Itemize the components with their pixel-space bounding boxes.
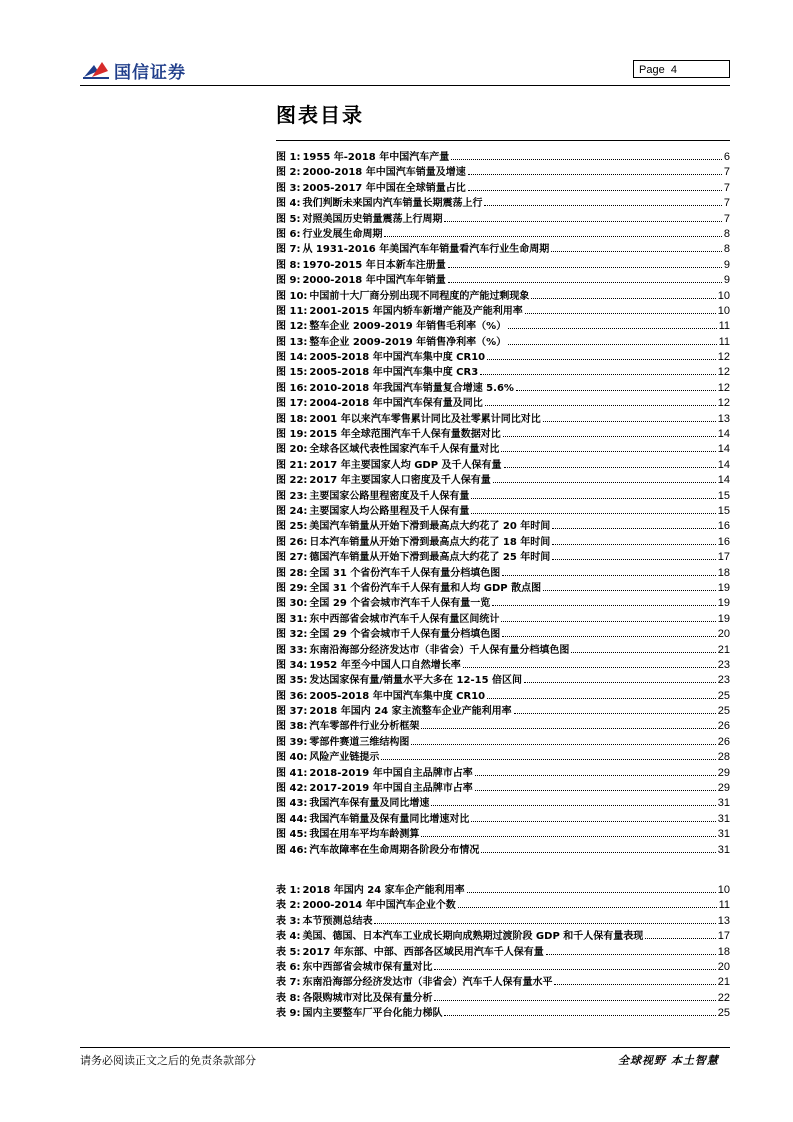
entry-label: 图 42: [276, 783, 308, 795]
entry-label: 图 4: [276, 198, 301, 210]
figure-entry[interactable] [276, 673, 730, 688]
figure-entry[interactable] [276, 735, 730, 750]
entry-label: 图 38: [276, 721, 308, 733]
entry-page-number: 19 [717, 597, 730, 610]
entry-title: 全国 29 个省会城市汽车千人保有量一览 [309, 598, 491, 610]
entry-label: 表 3: [276, 915, 301, 927]
entry-page-number: 28 [717, 751, 730, 764]
figure-entry[interactable] [276, 289, 730, 304]
entry-label: 图 34: [276, 659, 308, 671]
dot-leader [431, 804, 715, 806]
entry-title: 整车企业 2009-2019 年销售毛利率（%） [309, 321, 507, 333]
entry-label: 图 33: [276, 644, 308, 656]
entry-label: 图 24: [276, 505, 308, 517]
dot-leader [463, 666, 716, 668]
table-list [276, 883, 730, 1022]
entry-page-number: 8 [723, 227, 730, 240]
entry-label: 图 41: [276, 767, 308, 779]
entry-label: 图 35: [276, 675, 308, 687]
entry-label: 图 40: [276, 752, 308, 764]
entry-label: 图 14: [276, 352, 308, 364]
entry-page-number: 16 [717, 520, 730, 533]
entry-page-number: 13 [717, 914, 730, 927]
dot-leader [502, 635, 715, 637]
entry-label: 图 46: [276, 844, 308, 856]
entry-page-number: 7 [723, 181, 730, 194]
figure-entry[interactable] [276, 566, 730, 581]
entry-title: 主要国家人均公路里程及千人保有量 [309, 505, 470, 517]
entry-label: 图 25: [276, 521, 308, 533]
figure-entry[interactable] [276, 719, 730, 734]
figure-entry[interactable] [276, 458, 730, 473]
footer-slogan: 全球视野 本土智慧 [618, 1054, 719, 1067]
entry-page-number: 14 [717, 474, 730, 487]
entry-label: 图 10: [276, 290, 308, 302]
dot-leader [501, 450, 715, 452]
entry-title: 日本汽车销量从开始下滑到最高点大约花了 18 年时间 [309, 536, 551, 548]
entry-title: 发达国家保有量/销量水平大多在 12-15 倍区间 [309, 675, 523, 687]
entry-title: 2017 年东部、中部、西部各区域民用汽车千人保有量 [302, 946, 544, 958]
entry-title: 1955 年-2018 年中国汽车产量 [302, 152, 450, 163]
entry-title: 从 1931-2016 年美国汽车年销量看汽车行业生命周期 [302, 244, 550, 256]
entry-page-number: 26 [717, 735, 730, 748]
figure-entry[interactable] [276, 535, 730, 550]
dot-leader [480, 373, 716, 375]
page-number: 4 [670, 64, 677, 76]
dot-leader [551, 250, 722, 252]
entry-page-number: 15 [717, 489, 730, 502]
figure-entry[interactable] [276, 812, 730, 827]
entry-label: 图 15: [276, 367, 308, 379]
table-entry[interactable] [276, 975, 730, 990]
figure-entry[interactable] [276, 381, 730, 396]
entry-page-number: 19 [717, 581, 730, 594]
page-indicator [633, 60, 730, 78]
figure-entry[interactable] [276, 612, 730, 627]
entry-page-number: 25 [717, 1007, 730, 1020]
entry-title: 2010-2018 年我国汽车销量复合增速 5.6% [309, 382, 514, 394]
entry-page-number: 23 [717, 658, 730, 671]
dot-leader [475, 789, 716, 791]
figure-entry[interactable] [276, 181, 730, 196]
entry-title: 全球各区域代表性国家汽车千人保有量对比 [309, 444, 500, 456]
table-entry[interactable] [276, 883, 730, 898]
entry-page-number: 9 [723, 274, 730, 287]
dot-leader [487, 697, 716, 699]
figure-entry[interactable] [276, 704, 730, 719]
entry-title: 2017 年主要国家人均 GDP 及千人保有量 [309, 459, 502, 471]
entry-title: 德国汽车销量从开始下滑到最高点大约花了 25 年时间 [309, 552, 551, 564]
entry-page-number: 14 [717, 443, 730, 456]
dot-leader [421, 835, 715, 837]
entry-label: 图 3: [276, 182, 301, 194]
dot-leader [411, 743, 715, 745]
entry-page-number: 10 [717, 289, 730, 302]
dot-leader [552, 543, 715, 545]
dot-leader [458, 906, 717, 908]
entry-title: 2005-2017 年中国在全球销量占比 [302, 182, 466, 194]
dot-leader [503, 435, 716, 437]
figure-entry[interactable] [276, 350, 730, 365]
entry-page-number: 29 [717, 766, 730, 779]
entry-label: 图 22: [276, 475, 308, 487]
dot-leader [448, 266, 722, 268]
dot-leader [546, 953, 716, 955]
entry-page-number: 25 [717, 689, 730, 702]
entry-title: 汽车故障率在生命周期各阶段分布情况 [309, 844, 480, 856]
entry-title: 2018 年国内 24 家主流整车企业产能利用率 [309, 706, 512, 718]
entry-page-number: 31 [717, 828, 730, 841]
entry-title: 全国 31 个省份汽车千人保有量分档填色图 [309, 567, 501, 579]
entry-label: 图 27: [276, 552, 308, 564]
entry-page-number: 31 [717, 812, 730, 825]
entry-page-number: 20 [717, 628, 730, 641]
entry-page-number: 18 [717, 945, 730, 958]
entry-page-number: 26 [717, 720, 730, 733]
entry-label: 图 2: [276, 167, 301, 179]
dot-leader [508, 327, 716, 329]
entry-title: 美国汽车销量从开始下滑到最高点大约花了 20 年时间 [309, 521, 551, 533]
entry-label: 图 31: [276, 613, 308, 625]
entry-title: 我国汽车保有量及同比增速 [309, 798, 430, 810]
figure-entry[interactable] [276, 766, 730, 781]
figure-entry[interactable] [276, 165, 730, 180]
figure-entry[interactable] [276, 827, 730, 842]
dot-leader [487, 358, 716, 360]
figure-entry[interactable] [276, 427, 730, 442]
entry-title: 2005-2018 年中国汽车集中度 CR10 [309, 690, 486, 702]
figure-entry[interactable] [276, 442, 730, 457]
entry-title: 2018 年国内 24 家车企产能利用率 [302, 885, 465, 896]
entry-label: 图 45: [276, 829, 308, 841]
entry-label: 表 4: [276, 931, 301, 943]
entry-page-number: 15 [717, 504, 730, 517]
entry-title: 风险产业链提示 [309, 752, 380, 764]
entry-title: 整车企业 2009-2019 年销售净利率（%） [309, 336, 507, 348]
figure-entry[interactable] [276, 242, 730, 257]
table-entry[interactable] [276, 929, 730, 944]
entry-label: 图 18: [276, 413, 308, 425]
entry-label: 图 26: [276, 536, 308, 548]
entry-page-number: 21 [717, 643, 730, 656]
figure-entry[interactable] [276, 796, 730, 811]
entry-title: 国内主要整车厂平台化能力梯队 [302, 1008, 443, 1020]
dot-leader [552, 558, 715, 560]
entry-label: 图 13: [276, 336, 308, 348]
entry-title: 2005-2018 年中国汽车集中度 CR10 [309, 352, 486, 364]
entry-page-number: 20 [717, 960, 730, 973]
entry-title: 2018-2019 年中国自主品牌市占率 [309, 767, 473, 779]
entry-label: 图 7: [276, 244, 301, 256]
figure-entry[interactable] [276, 412, 730, 427]
page-title: 图表目录 [276, 103, 364, 127]
entry-label: 图 28: [276, 567, 308, 579]
entry-label: 图 12: [276, 321, 308, 333]
entry-label: 图 29: [276, 582, 308, 594]
entry-label: 表 9: [276, 1008, 301, 1020]
figure-entry[interactable] [276, 258, 730, 273]
dot-leader [468, 189, 722, 191]
entry-title: 东南沿海部分经济发达市（非省会）千人保有量分档填色图 [309, 644, 570, 656]
dot-leader [552, 527, 715, 529]
entry-page-number: 23 [717, 674, 730, 687]
entry-label: 图 37: [276, 706, 308, 718]
entry-title: 我们判断未来国内汽车销量长期震荡上行 [302, 198, 483, 210]
entry-label: 图 30: [276, 598, 308, 610]
table-entry[interactable] [276, 898, 730, 913]
entry-page-number: 7 [723, 166, 730, 179]
figure-entry[interactable] [276, 319, 730, 334]
table-entry[interactable] [276, 991, 730, 1006]
dot-leader [448, 281, 722, 283]
figure-entry[interactable] [276, 519, 730, 534]
entry-label: 图 9: [276, 275, 301, 287]
header-divider [80, 85, 730, 86]
figure-entry[interactable] [276, 150, 730, 165]
entry-title: 全国 31 个省份汽车千人保有量和人均 GDP 散点图 [309, 582, 542, 594]
entry-label: 图 44: [276, 813, 308, 825]
toc-top-divider [276, 140, 730, 141]
entry-title: 2001 年以来汽车零售累计同比及社零累计同比对比 [309, 413, 541, 425]
table-entry[interactable] [276, 960, 730, 975]
entry-title: 2000-2018 年中国汽车销量及增速 [302, 167, 466, 179]
dot-leader [471, 497, 715, 499]
entry-label: 表 2: [276, 900, 301, 912]
entry-title: 对照美国历史销量震荡上行周期 [302, 213, 443, 225]
dot-leader [543, 589, 716, 591]
table-entry[interactable] [276, 945, 730, 960]
dot-leader [434, 999, 715, 1001]
entry-title: 1952 年至今中国人口自然增长率 [309, 659, 461, 671]
entry-label: 表 1: [276, 885, 301, 896]
entry-title: 2017 年主要国家人口密度及千人保有量 [309, 475, 491, 487]
entry-page-number: 11 [718, 899, 730, 912]
brand-name: 国信证券 [114, 62, 186, 83]
entry-page-number: 31 [717, 843, 730, 856]
entry-page-number: 6 [723, 151, 730, 163]
figure-entry[interactable] [276, 335, 730, 350]
entry-page-number: 7 [723, 212, 730, 225]
dot-leader [467, 891, 716, 893]
entry-page-number: 12 [717, 397, 730, 410]
entry-label: 表 7: [276, 977, 301, 989]
entry-label: 图 11: [276, 305, 308, 317]
dot-leader [501, 620, 715, 622]
dot-leader [444, 1014, 715, 1016]
figure-entry[interactable] [276, 212, 730, 227]
dot-leader [525, 312, 716, 314]
entry-page-number: 29 [717, 782, 730, 795]
entry-title: 2015 年全球范围汽车千人保有量数据对比 [309, 429, 501, 441]
figure-entry[interactable] [276, 643, 730, 658]
entry-title: 主要国家公路里程密度及千人保有量 [309, 490, 470, 502]
dot-leader [504, 466, 716, 468]
figure-entry[interactable] [276, 304, 730, 319]
dot-leader [554, 983, 715, 985]
dot-leader [471, 820, 715, 822]
figure-entry[interactable] [276, 396, 730, 411]
entry-page-number: 10 [717, 884, 730, 896]
figure-entry[interactable] [276, 365, 730, 380]
entry-title: 2000-2018 年中国汽车年销量 [302, 275, 446, 287]
entry-page-number: 8 [723, 243, 730, 256]
entry-page-number: 11 [718, 335, 730, 348]
entry-page-number: 22 [717, 991, 730, 1004]
entry-title: 我国在用车平均车龄测算 [309, 829, 420, 841]
entry-label: 图 20: [276, 444, 308, 456]
dot-leader [484, 204, 721, 206]
figure-entry[interactable] [276, 473, 730, 488]
entry-page-number: 12 [717, 381, 730, 394]
entry-title: 2005-2018 年中国汽车集中度 CR3 [309, 367, 479, 379]
entry-page-number: 12 [717, 351, 730, 364]
entry-label: 图 32: [276, 629, 308, 641]
entry-label: 图 19: [276, 429, 308, 441]
dot-leader [571, 651, 715, 653]
entry-page-number: 11 [718, 320, 730, 333]
entry-title: 汽车零部件行业分析框架 [309, 721, 420, 733]
entry-title: 2001-2015 年国内轿车新增产能及产能利用率 [309, 305, 523, 317]
dot-leader [471, 512, 715, 514]
entry-page-number: 17 [717, 930, 730, 943]
company-logo [82, 58, 186, 82]
entry-title: 2000-2014 年中国汽车企业个数 [302, 900, 456, 912]
entry-page-number: 7 [723, 197, 730, 210]
entry-label: 图 1: [276, 152, 301, 163]
figure-entry[interactable] [276, 504, 730, 519]
dot-leader [531, 297, 715, 299]
entry-page-number: 31 [717, 797, 730, 810]
entry-page-number: 25 [717, 705, 730, 718]
dot-leader [481, 851, 715, 853]
entry-label: 表 8: [276, 992, 301, 1004]
entry-title: 1970-2015 年日本新车注册量 [302, 259, 446, 271]
entry-title: 东南沿海部分经济发达市（非省会）汽车千人保有量水平 [302, 977, 553, 989]
entry-page-number: 14 [717, 458, 730, 471]
figure-entry[interactable] [276, 489, 730, 504]
entry-title: 我国汽车销量及保有量同比增速对比 [309, 813, 470, 825]
dot-leader [516, 389, 716, 391]
entry-label: 表 5: [276, 946, 301, 958]
dot-leader [468, 173, 722, 175]
entry-title: 本节预测总结表 [302, 915, 373, 927]
entry-title: 东中西部省会城市汽车千人保有量区间统计 [309, 613, 500, 625]
dot-leader [514, 712, 716, 714]
dot-leader [475, 774, 716, 776]
logo-mark-icon [82, 59, 110, 81]
figure-entry[interactable] [276, 750, 730, 765]
dot-leader [374, 922, 715, 924]
entry-label: 图 39: [276, 736, 308, 748]
entry-title: 全国 29 个省会城市千人保有量分档填色图 [309, 629, 501, 641]
dot-leader [543, 420, 716, 422]
table-entry[interactable] [276, 1006, 730, 1021]
entry-page-number: 10 [717, 304, 730, 317]
entry-label: 图 36: [276, 690, 308, 702]
entry-label: 图 23: [276, 490, 308, 502]
figure-entry[interactable] [276, 550, 730, 565]
footer-disclaimer: 请务必阅读正文之后的免责条款部分 [80, 1054, 256, 1067]
footer-divider [80, 1047, 730, 1048]
entry-title: 行业发展生命周期 [302, 228, 383, 240]
figure-entry[interactable] [276, 843, 730, 858]
entry-page-number: 16 [717, 535, 730, 548]
entry-title: 美国、德国、日本汽车工业成长期向成熟期过渡阶段 GDP 和千人保有量表现 [302, 931, 644, 943]
entry-page-number: 14 [717, 428, 730, 441]
entry-label: 图 6: [276, 228, 301, 240]
figure-entry[interactable] [276, 689, 730, 704]
entry-title: 中国前十大厂商分别出现不同程度的产能过剩现象 [309, 290, 530, 302]
dot-leader [508, 343, 716, 345]
entry-page-number: 9 [723, 258, 730, 271]
entry-page-number: 12 [717, 366, 730, 379]
figure-entry[interactable] [276, 273, 730, 288]
entry-page-number: 17 [717, 551, 730, 564]
entry-label: 表 6: [276, 961, 301, 973]
entry-title: 各限购城市对比及保有量分析 [302, 992, 433, 1004]
figure-entry[interactable] [276, 781, 730, 796]
dot-leader [381, 758, 715, 760]
dot-leader [434, 968, 715, 970]
dot-leader [524, 681, 716, 683]
entry-label: 图 21: [276, 459, 308, 471]
entry-page-number: 19 [717, 612, 730, 625]
dot-leader [451, 158, 722, 160]
dot-leader [444, 220, 721, 222]
entry-label: 图 17: [276, 398, 308, 410]
entry-label: 图 5: [276, 213, 301, 225]
entry-label: 图 8: [276, 259, 301, 271]
figure-list [276, 150, 730, 858]
dot-leader [384, 235, 721, 237]
figure-entry[interactable] [276, 596, 730, 611]
table-entry[interactable] [276, 914, 730, 929]
figure-entry[interactable] [276, 581, 730, 596]
figure-entry[interactable] [276, 227, 730, 242]
dot-leader [492, 604, 715, 606]
entry-page-number: 18 [717, 566, 730, 579]
entry-label: 图 43: [276, 798, 308, 810]
entry-title: 零部件赛道三维结构图 [309, 736, 410, 748]
dot-leader [502, 574, 715, 576]
dot-leader [421, 727, 715, 729]
figure-entry[interactable] [276, 196, 730, 211]
entry-page-number: 21 [717, 976, 730, 989]
figure-entry[interactable] [276, 627, 730, 642]
dot-leader [485, 404, 716, 406]
dot-leader [645, 937, 715, 939]
dot-leader [493, 481, 716, 483]
entry-title: 2004-2018 年中国汽车保有量及同比 [309, 398, 483, 410]
entry-title: 东中西部省会城市保有量对比 [302, 961, 433, 973]
entry-title: 2017-2019 年中国自主品牌市占率 [309, 783, 473, 795]
entry-page-number: 13 [717, 412, 730, 425]
figure-entry[interactable] [276, 658, 730, 673]
page-label: Page [639, 64, 665, 76]
entry-label: 图 16: [276, 382, 308, 394]
